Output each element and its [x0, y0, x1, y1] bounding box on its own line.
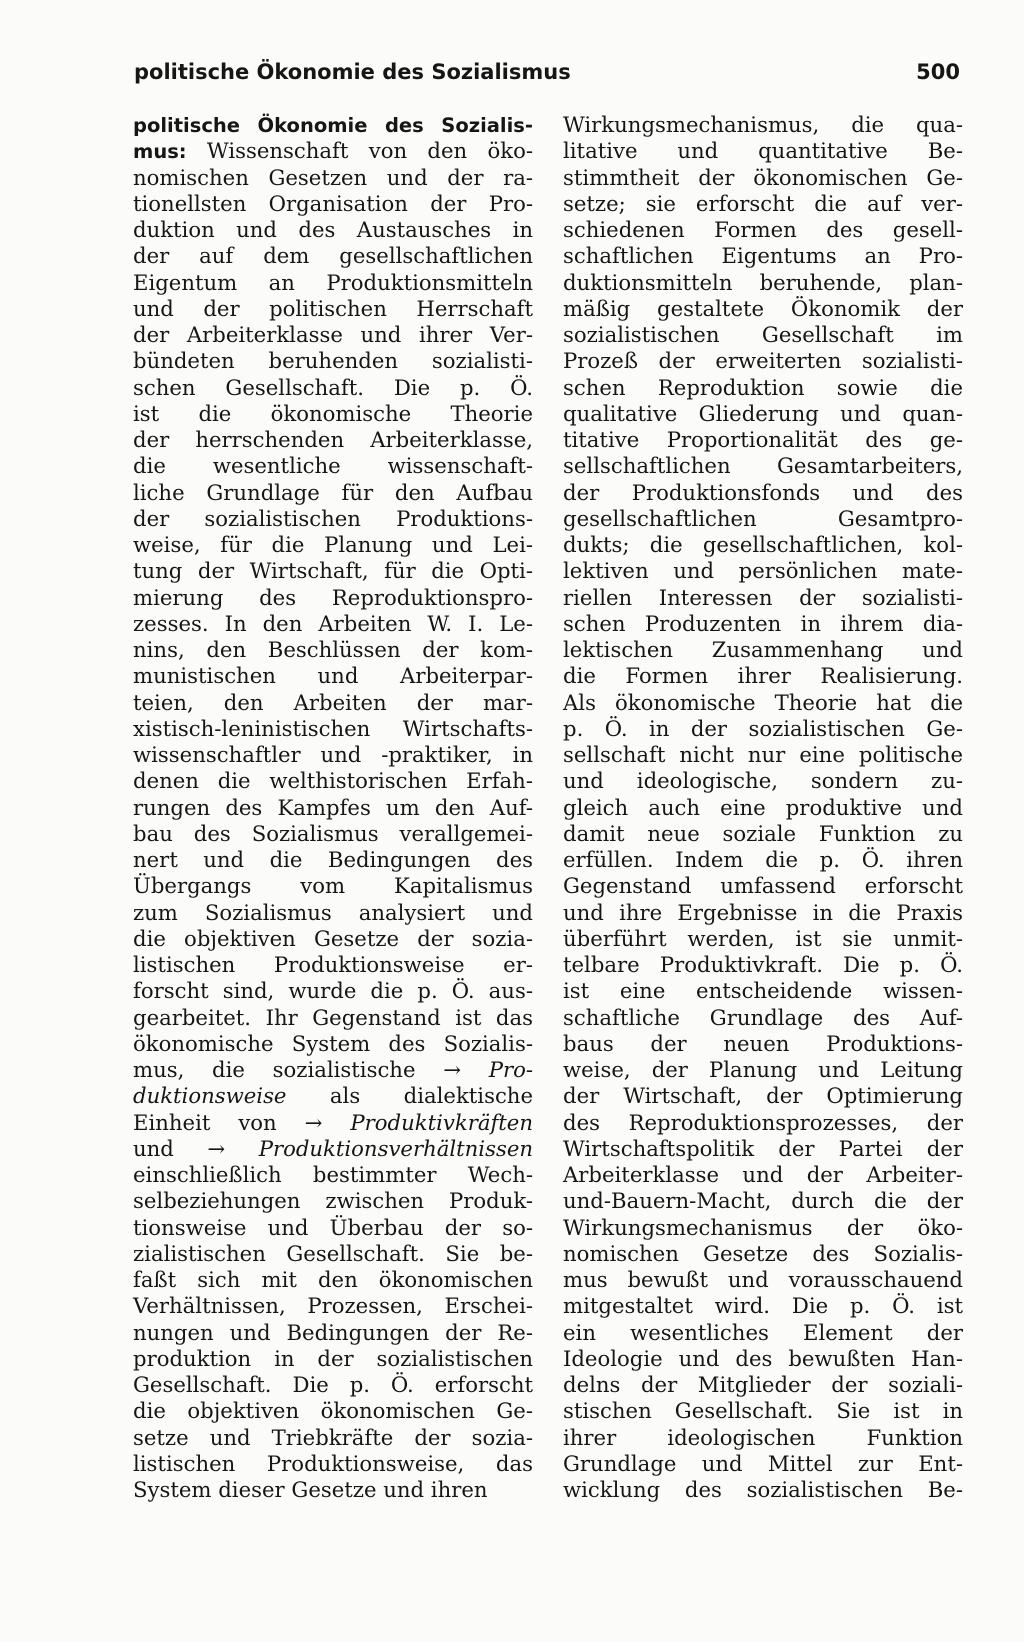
headword: politische Ökonomie des Sozialis- — [133, 114, 533, 137]
cross-reference: duktionsweise — [133, 1083, 287, 1109]
right-column-line: des Reproduktionsprozesses, der — [563, 1109, 963, 1135]
right-column-line: mus bewußt und vorausschauend — [563, 1267, 963, 1292]
left-column-line: die wesentliche wissenschaft- — [133, 453, 533, 479]
right-column — [563, 112, 963, 1503]
right-column-line: der Wirtschaft, der Optimierung — [563, 1083, 963, 1109]
left-column-line — [133, 112, 533, 138]
left-column-line: mus, die sozialistische → Pro- — [133, 1057, 533, 1082]
left-column-line: die objektiven ökonomischen Ge- — [133, 1398, 533, 1424]
left-column-line: duktionsweise als dialektische — [133, 1083, 533, 1109]
left-column-line: die objektiven Gesetze der sozia- — [133, 925, 533, 951]
right-column-line: gesellschaftlichen Gesamtpro- — [563, 505, 963, 531]
right-column-line: erfüllen. Indem die p. Ö. ihren — [563, 847, 963, 872]
left-column-line: tionsweise und Überbau der so- — [133, 1214, 533, 1240]
right-column-line: stimmtheit der ökonomischen Ge- — [563, 164, 963, 190]
left-column-line: System dieser Gesetze und ihren — [133, 1477, 488, 1502]
right-column-line: delns der Mitglieder der soziali- — [563, 1372, 963, 1397]
right-column-line: gleich auch eine produktive und — [563, 794, 963, 820]
cross-reference: Pro- — [488, 1057, 533, 1082]
left-column-line: tung der Wirtschaft, für die Opti- — [133, 558, 533, 584]
left-column-line: zialistischen Gesellschaft. Sie be- — [133, 1240, 533, 1266]
right-column-line: titative Proportionalität des ge- — [563, 427, 963, 452]
right-column-line: Wirkungsmechanismus, die qua- — [563, 112, 963, 137]
left-column-line: nert und die Bedingungen des — [133, 847, 533, 872]
left-column-line: Übergangs vom Kapitalismus — [133, 873, 533, 899]
left-column-line: nungen und Bedingungen der Re- — [133, 1319, 533, 1345]
right-column-line: mäßig gestaltete Ökonomik der — [563, 295, 963, 321]
right-column-line: dukts; die gesellschaftlichen, kol- — [563, 532, 963, 557]
right-column-line: ist eine entscheidende wissen- — [563, 978, 963, 1004]
left-column-line: nins, den Beschlüssen der kom- — [133, 637, 533, 662]
right-column-line: setze; sie erforscht die auf ver- — [563, 190, 963, 216]
left-column-line: nomischen Gesetzen und der ra- — [133, 164, 533, 190]
page-number: 500 — [916, 60, 960, 84]
left-column-line: gearbeitet. Ihr Gegenstand ist das — [133, 1004, 533, 1030]
right-column-line: ein wesentliches Element der — [563, 1319, 963, 1345]
left-column-line: duktion und des Austausches in — [133, 217, 533, 242]
right-column-line: überführt werden, ist sie unmit- — [563, 925, 963, 951]
cross-reference: Produktivkräften — [350, 1109, 533, 1135]
right-column-line: schaftlichen Eigentums an Pro- — [563, 243, 963, 269]
left-column-line: schen Gesellschaft. Die p. Ö. — [133, 374, 533, 400]
right-column-line: die Formen ihrer Realisierung. — [563, 663, 963, 689]
right-column-line: wicklung des sozialistischen Be- — [563, 1477, 963, 1502]
running-title: politische Ökonomie des Sozialismus — [134, 60, 571, 84]
left-column-line: forscht sind, wurde die p. Ö. aus- — [133, 978, 533, 1004]
left-column-line: listischen Produktionsweise er- — [133, 952, 533, 977]
right-column-line: schaftliche Grundlage des Auf- — [563, 1004, 963, 1030]
left-column-line: mierung des Reproduktionspro- — [133, 584, 533, 610]
right-column-line: und ihre Ergebnisse in die Praxis — [563, 899, 963, 925]
left-column-line: Einheit von → Produktivkräften — [133, 1109, 533, 1135]
right-column-line: der Produktionsfonds und des — [563, 479, 963, 505]
left-column-line: bündeten beruhenden sozialisti- — [133, 348, 533, 374]
right-column-line: baus der neuen Produktions- — [563, 1030, 963, 1056]
left-column-line: rungen des Kampfes um den Auf- — [133, 794, 533, 820]
left-column-line: der herrschenden Arbeiterklasse, — [133, 427, 533, 452]
right-column-line: schen Reproduktion sowie die — [563, 374, 963, 400]
right-column-line: qualitative Gliederung und quan- — [563, 400, 963, 426]
right-column-line: Arbeiterklasse und der Arbeiter- — [563, 1162, 963, 1187]
right-column-line: sozialistischen Gesellschaft im — [563, 322, 963, 347]
right-column-line: weise, der Planung und Leitung — [563, 1057, 963, 1082]
right-column-line: Wirtschaftspolitik der Partei der — [563, 1135, 963, 1161]
left-column-line: setze und Triebkräfte der sozia- — [133, 1424, 533, 1450]
right-column-line: duktionsmitteln beruhende, plan- — [563, 269, 963, 295]
right-column-line: lektiven und persönlichen mate- — [563, 558, 963, 584]
right-column-line: litative und quantitative Be- — [563, 138, 963, 164]
left-column-line: denen die welthistorischen Erfah- — [133, 768, 533, 794]
left-column-line: produktion in der sozialistischen — [133, 1345, 533, 1371]
right-column-line: riellen Interessen der sozialisti- — [563, 584, 963, 610]
left-column-line: ist die ökonomische Theorie — [133, 400, 533, 426]
right-column-line: telbare Produktivkraft. Die p. Ö. — [563, 952, 963, 977]
right-column-line: Ideologie und des bewußten Han- — [563, 1345, 963, 1371]
right-column-line: nomischen Gesetze des Sozialis- — [563, 1240, 963, 1266]
right-column-line: stischen Gesellschaft. Sie ist in — [563, 1398, 963, 1424]
left-column-line: faßt sich mit den ökonomischen — [133, 1267, 533, 1292]
right-column-line: sellschaftlichen Gesamtarbeiters, — [563, 453, 963, 479]
right-column-line: Gegenstand umfassend erforscht — [563, 873, 963, 899]
right-column-line: mitgestaltet wird. Die p. Ö. ist — [563, 1293, 963, 1319]
right-column-line: p. Ö. in der sozialistischen Ge- — [563, 715, 963, 741]
left-column-line: xistisch-leninistischen Wirtschafts- — [133, 715, 533, 741]
right-column-line: Als ökonomische Theorie hat die — [563, 689, 963, 715]
cross-reference: Produktionsverhältnissen — [258, 1135, 533, 1161]
left-column-line: und der politischen Herrschaft — [133, 295, 533, 321]
left-column-line: selbeziehungen zwischen Produk- — [133, 1188, 533, 1214]
left-column-line: Eigentum an Produktionsmitteln — [133, 269, 533, 295]
left-column-line: weise, für die Planung und Lei- — [133, 532, 533, 557]
left-column-line: teien, den Arbeiten der mar- — [133, 689, 533, 715]
right-column-line: damit neue soziale Funktion zu — [563, 820, 963, 846]
left-column-line: der auf dem gesellschaftlichen — [133, 243, 533, 269]
left-column-line: und → Produktionsverhältnissen — [133, 1135, 533, 1161]
left-column-line: listischen Produktionsweise, das — [133, 1450, 533, 1476]
left-column-line: mus: Wissenschaft von den öko- — [133, 138, 533, 164]
right-column-line: und ideologische, sondern zu- — [563, 768, 963, 794]
right-column-line: Wirkungsmechanismus der öko- — [563, 1214, 963, 1240]
left-column-line: zesses. In den Arbeiten W. I. Le- — [133, 610, 533, 636]
left-column-line: zum Sozialismus analysiert und — [133, 899, 533, 925]
left-column-line: bau des Sozialismus verallgemei- — [133, 820, 533, 846]
right-column-line: sellschaft nicht nur eine politische — [563, 742, 963, 767]
left-column-line: tionellsten Organisation der Pro- — [133, 190, 533, 216]
right-column-line: und-Bauern-Macht, durch die der — [563, 1188, 963, 1214]
left-column-line: munistischen und Arbeiterpar- — [133, 663, 533, 689]
running-head — [134, 60, 960, 96]
headword: mus: — [133, 140, 187, 164]
left-column-line: der sozialistischen Produktions- — [133, 505, 533, 531]
left-column-line: Verhältnissen, Prozessen, Erschei- — [133, 1293, 533, 1319]
right-column-line: lektischen Zusammenhang und — [563, 637, 963, 662]
right-column-line: schen Produzenten in ihrem dia- — [563, 610, 963, 636]
right-column-line: Prozeß der erweiterten sozialisti- — [563, 348, 963, 374]
left-column-line: wissenschaftler und -praktiker, in — [133, 742, 533, 767]
left-column — [133, 112, 533, 1503]
left-column-line: der Arbeiterklasse und ihrer Ver- — [133, 322, 533, 347]
right-column-line: schiedenen Formen des gesell- — [563, 217, 963, 242]
left-column-line: Gesellschaft. Die p. Ö. erforscht — [133, 1372, 533, 1397]
left-column-line: einschließlich bestimmter Wech- — [133, 1162, 533, 1187]
left-column-line: ökonomische System des Sozialis- — [133, 1030, 533, 1056]
right-column-line: ihrer ideologischen Funktion — [563, 1424, 963, 1450]
left-column-line: liche Grundlage für den Aufbau — [133, 479, 533, 505]
right-column-line: Grundlage und Mittel zur Ent- — [563, 1450, 963, 1476]
